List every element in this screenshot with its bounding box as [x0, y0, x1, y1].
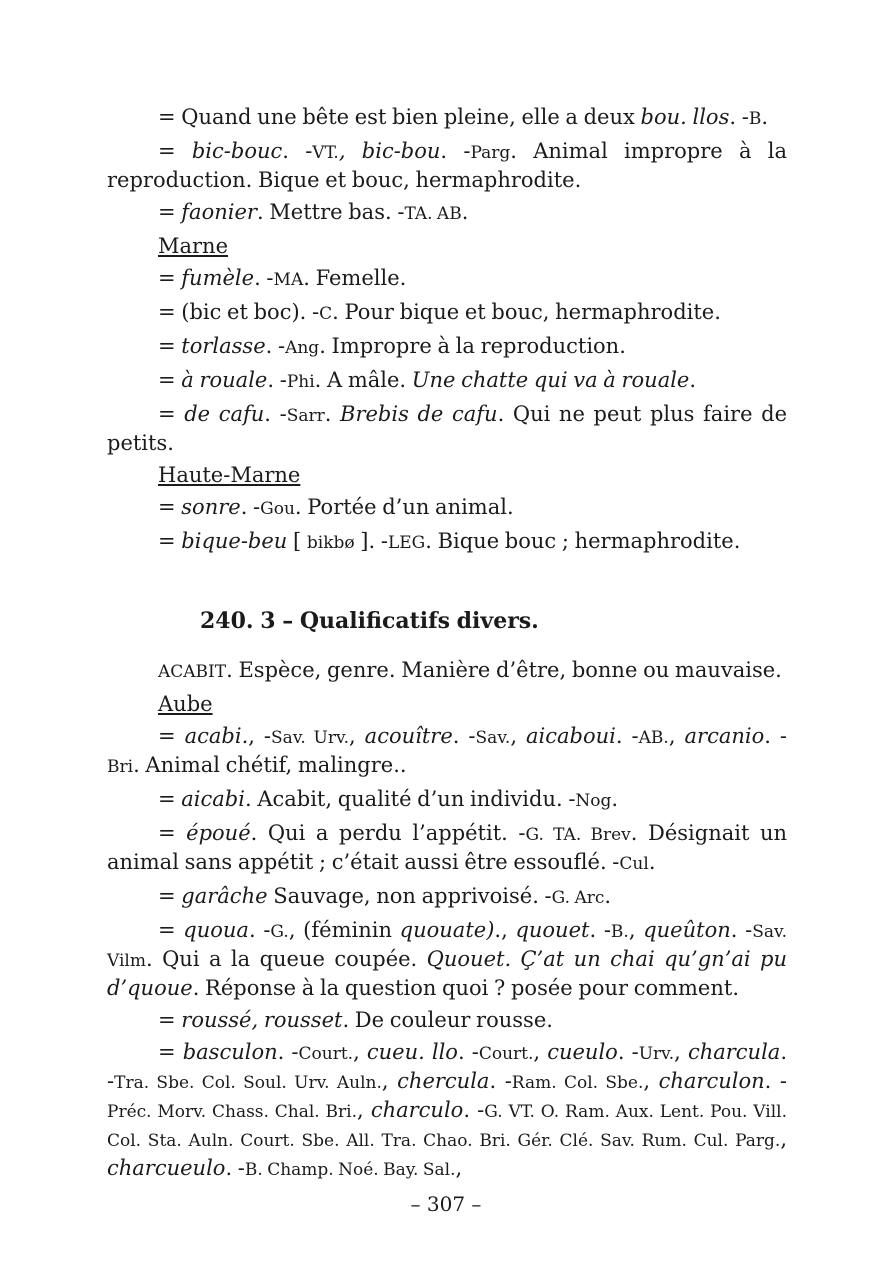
entry-bique-beu: = bique-beu [ bikbø ]. -LEG. Bique bouc ; hermaphrodite.	[158, 529, 741, 553]
entry-acabit: ACABIT. Espèce, genre. Manière d’être, bonne ou mauvaise.	[158, 658, 782, 682]
entry-fumele: = fumèle. -MA. Femelle.	[158, 266, 407, 290]
entry-aicabi: = aicabi. Acabit, qualité d’un individu. -Nog.	[158, 787, 619, 811]
entry-rousse: = roussé, rousset. De couleur rousse.	[158, 1008, 553, 1032]
entry-basculon: = basculon. -Court., cueu. llo. -Court., cueulo. -Urv., charcula. -Tra. Sbe. Col. Soul. Urv. Auln., chercula. -Ram. Col. Sbe., charculon. -Préc. Morv. Chass. Chal. Bri., charculo. -G. VT. O. Ram. Aux. Lent. Pou. Vill. Col. Sta. Auln. Court. Sbe. All. Tra. Chao. Bri. Gér. Clé. Sav. Rum. Cul. Parg., charcueulo. -B. Champ. Noé. Bay. Sal.,	[107, 1040, 787, 1180]
entry-faonier: = faonier. Mettre bas. -TA. AB.	[158, 200, 469, 224]
section-title: 240. 3 – Qualificatifs divers.	[200, 608, 539, 634]
entry-a-rouale: = à rouale. -Phi. A mâle. Une chatte qui va à rouale.	[158, 368, 697, 392]
region-heading-haute-marne: Haute-Marne	[158, 463, 301, 487]
page-number: – 307 –	[410, 1192, 482, 1216]
region-heading-aube: Aube	[158, 692, 213, 716]
entry-epoue: = époué. Qui a perdu l’appétit. -G. TA. Brev. Désignait un animal sans appétit ; c’était aussi être essouflé. -Cul.	[107, 821, 788, 874]
entry-sonre: = sonre. -Gou. Portée d’un animal.	[158, 495, 514, 519]
region-heading-marne: Marne	[158, 234, 229, 258]
entry-bic-et-boc: = (bic et boc). -C. Pour bique et bouc, hermaphrodite.	[158, 300, 721, 324]
entry-bous-llos: = Quand une bête est bien pleine, elle a deux bou. llos. -B.	[158, 105, 768, 129]
page-body	[107, 104, 787, 1189]
entry-torlasse: = torlasse. -Ang. Impropre à la reproduction.	[158, 334, 626, 358]
entry-bic-bouc: = bic-bouc. -VT., bic-bou. -Parg. Animal impropre à la reproduction. Bique et bouc, hermaphrodite.	[107, 139, 788, 192]
entry-de-cafu: = de cafu. -Sarr. Brebis de cafu. Qui ne peut plus faire de petits.	[107, 402, 787, 455]
entry-quoua: = quoua. -G., (féminin quouate)., quouet. -B., queûton. -Sav. Vilm. Qui a la queue coupée. Quouet. Ç’at un chai qu’gn’ai pu d’quoue. Réponse à la question quoi ? posée pour comment.	[107, 918, 788, 1000]
entry-acabi: = acabi., -Sav. Urv., acouître. -Sav., aicaboui. -AB., arcanio. -Bri. Animal chétif, malingre..	[107, 724, 788, 777]
entry-garache: = garâche Sauvage, non apprivoisé. -G. Arc.	[158, 884, 612, 908]
